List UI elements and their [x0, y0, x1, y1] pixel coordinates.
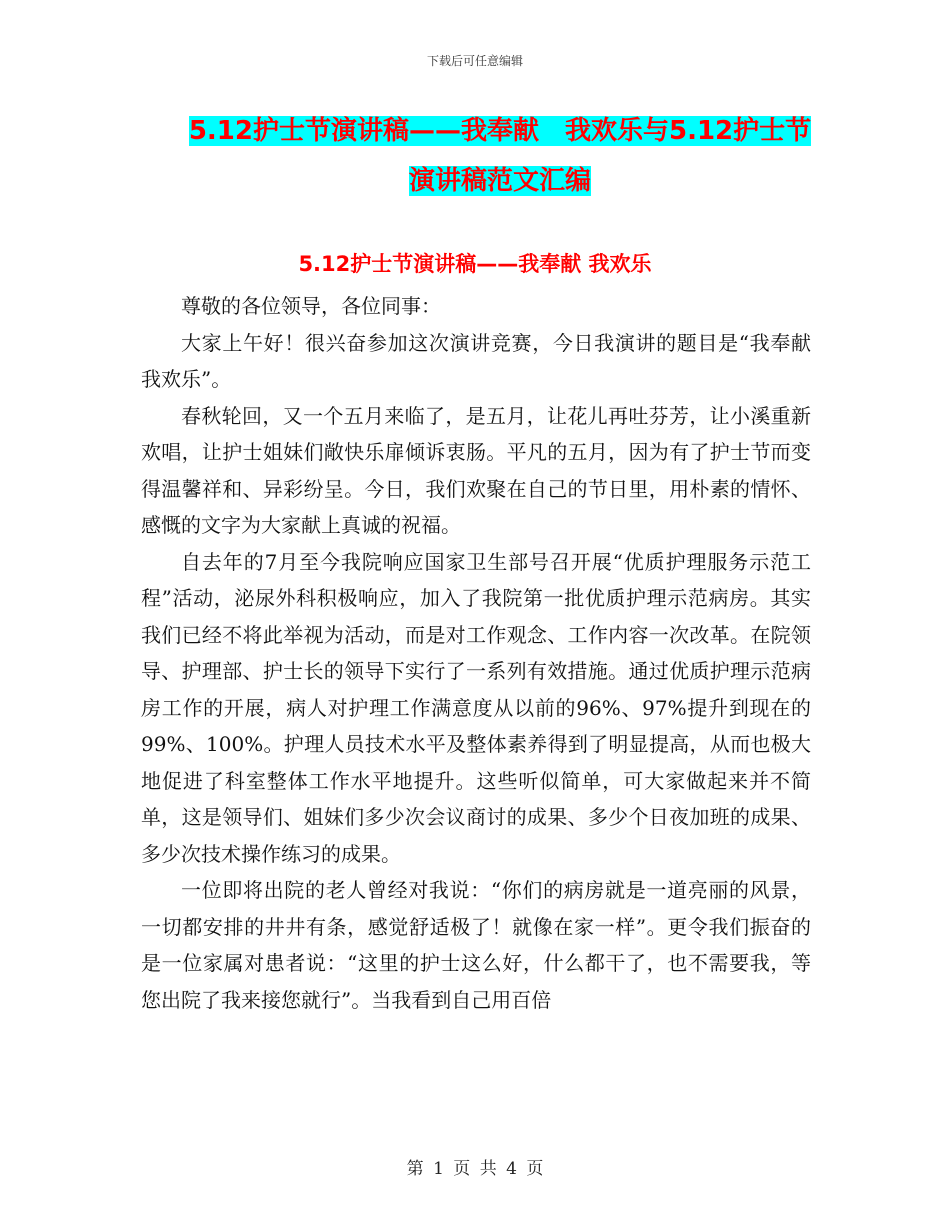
- paragraph-salutation: 尊敬的各位领导，各位同事：: [181, 294, 441, 318]
- body-text: [141, 288, 831, 1018]
- paragraph-may: 春秋轮回，又一个五月来临了，是五月，让花儿再吐芬芳，让小溪重新欢唱，让护士姐妹们敞快乐扉倾诉衷肠。平凡的五月，因为有了护士节而变得温馨祥和、异彩纷呈。今日，我们欢聚在自己的节日里，用朴素的情怀、感慨的文字为大家献上真诚的祝福。: [141, 403, 811, 537]
- document-title: [185, 106, 815, 206]
- paragraph-quality-care: 自去年的7月至今我院响应国家卫生部号召开展“优质护理服务示范工程”活动，泌尿外科积极响应，加入了我院第一批优质护理示范病房。其实我们已经不将此举视为活动，而是对工作观念、工作内容一次改革。在院领导、护理部、护士长的领导下实行了一系列有效措施。通过优质护理示范病房工作的开展，病人对护理工作满意度从以前的96%、97%提升到现在的99%、100%。护理人员技术水平及整体素养得到了明显提高，从而也极大地促进了科室整体工作水平地提升。这些听似简单，可大家做起来并不简单，这是领导们、姐妹们多少次会议商讨的成果、多少个日夜加班的成果、多少次技术操作练习的成果。: [141, 549, 811, 866]
- header-note: 下载后可任意编辑: [426, 54, 523, 68]
- paragraph-greeting: 大家上午好！很兴奋参加这次演讲竞赛，今日我演讲的题目是“我奉献 我欢乐”。: [141, 330, 831, 391]
- paragraph-patient-feedback: 一位即将出院的老人曾经对我说：“你们的病房就是一道亮丽的风景，一切都安排的井井有条，感觉舒适极了！就像在家一样”。更令我们振奋的是一位家属对患者说：“这里的护士这么好，什么都干了，也不需要我，等您出院了我来接您就行”。当我看到自己用百倍: [141, 878, 811, 1012]
- document-title-line-1: 5.12护士节演讲稿——我奉献 我欢乐与5.12护士节: [188, 116, 812, 146]
- page-footer: 第 1 页 共 4 页: [406, 1159, 544, 1179]
- document-title-line-2: 演讲稿范文汇编: [408, 166, 591, 196]
- section-title: 5.12护士节演讲稿——我奉献 我欢乐: [298, 252, 652, 276]
